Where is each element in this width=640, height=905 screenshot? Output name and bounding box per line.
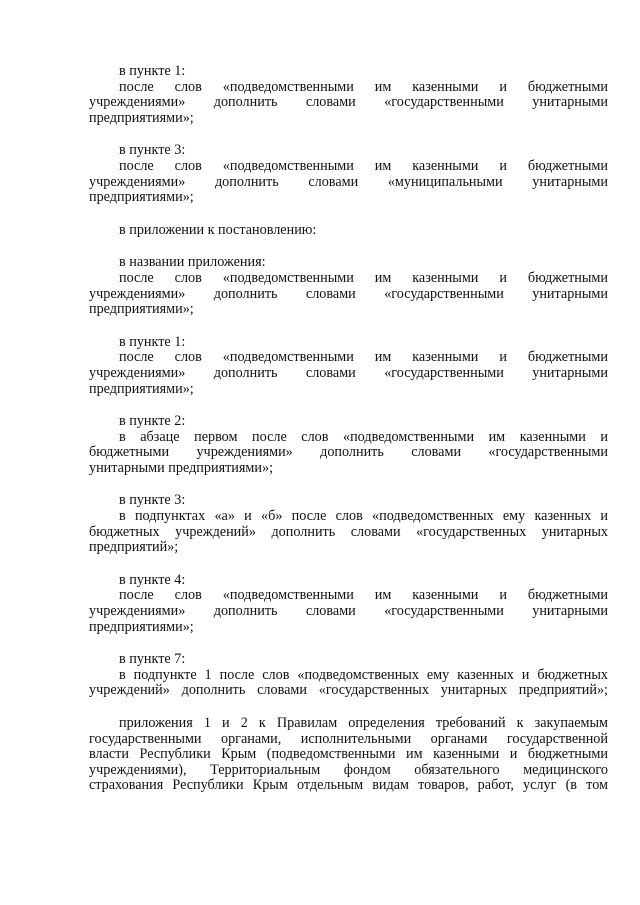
text-line: после слов «подведомственными им казенными и бюджетными xyxy=(119,349,608,366)
text-line: в подпунктах «а» и «б» после слов «подведомственных ему казенных и xyxy=(119,508,608,525)
text-line: учреждениями» дополнить словами «муниципальными унитарными xyxy=(89,173,608,190)
text-line: учреждениями), Территориальным фондом обязательного медицинского xyxy=(89,761,608,778)
text-line: власти Республики Крым (подведомственными им казенными и бюджетными xyxy=(89,746,608,763)
paragraph-block xyxy=(89,493,608,555)
paragraph-block xyxy=(89,143,608,205)
text-line: учреждениями» дополнить словами «государственными унитарными xyxy=(89,94,608,111)
text-line: государственными органами, исполнительными органами государственной xyxy=(89,730,608,747)
text-line: учреждениями» дополнить словами «государственными унитарными xyxy=(89,364,608,381)
text-line: в пункте 1: xyxy=(119,63,186,79)
text-line: приложения 1 и 2 к Правилам определения требований к закупаемым xyxy=(119,715,608,731)
text-line: в приложении к постановлению: xyxy=(119,221,317,238)
paragraph-block xyxy=(89,652,608,699)
text-line: предприятий»; xyxy=(89,539,179,556)
text-line: в пункте 2: xyxy=(119,413,186,430)
text-line: после слов «подведомственными им казенными и бюджетными xyxy=(119,157,608,174)
paragraph-block xyxy=(89,64,608,126)
text-line: в пункте 3: xyxy=(119,492,186,509)
paragraph-block xyxy=(89,335,608,397)
text-line: в пункте 1: xyxy=(119,333,186,350)
text-line: предприятиями»; xyxy=(89,301,194,318)
text-line: в названии приложения: xyxy=(119,254,266,271)
document-page xyxy=(89,64,608,811)
paragraph-block xyxy=(89,573,608,635)
text-line: после слов «подведомственными им казенными и бюджетными xyxy=(119,78,608,95)
text-line: в абзаце первом после слов «подведомственными им казенными и xyxy=(119,428,608,445)
paragraph-block xyxy=(89,414,608,476)
text-line: унитарными предприятиями»; xyxy=(89,459,274,476)
text-line: учреждений» дополнить словами «государственных унитарных предприятий»; xyxy=(89,682,608,699)
text-line: бюджетных учреждений» дополнить словами «государственных унитарных xyxy=(89,523,608,540)
paragraph-block xyxy=(89,223,608,239)
text-line: в пункте 4: xyxy=(119,571,186,588)
text-line: предприятиями»; xyxy=(89,189,194,206)
text-line: предприятиями»; xyxy=(89,380,194,397)
text-line: в пункте 3: xyxy=(119,142,186,159)
text-line: предприятиями»; xyxy=(89,618,194,635)
text-line: учреждениями» дополнить словами «государственными унитарными xyxy=(89,603,608,620)
text-line: в подпункте 1 после слов «подведомственных ему казенных и бюджетных xyxy=(119,666,608,683)
paragraph-block xyxy=(89,716,608,794)
paragraph-block xyxy=(89,255,608,317)
text-line: после слов «подведомственными им казенными и бюджетными xyxy=(119,269,608,286)
text-line: страхования Республики Крым отдельным видам товаров, работ, услуг (в том xyxy=(89,777,608,794)
text-line: учреждениями» дополнить словами «государственными унитарными xyxy=(89,285,608,302)
text-line: бюджетными учреждениями» дополнить словами «государственными xyxy=(89,444,608,461)
text-line: после слов «подведомственными им казенными и бюджетными xyxy=(119,587,608,604)
text-line: в пункте 7: xyxy=(119,651,186,668)
text-line: предприятиями»; xyxy=(89,109,194,126)
